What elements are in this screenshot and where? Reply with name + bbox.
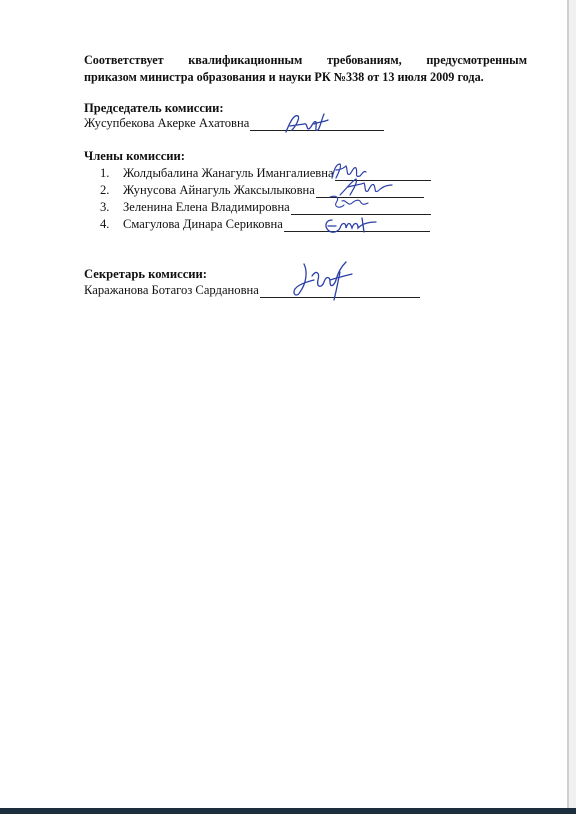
chair-row xyxy=(84,116,384,131)
member-number: 4. xyxy=(100,217,110,231)
qualification-statement xyxy=(84,52,527,86)
window-bottom-bar xyxy=(0,808,576,814)
chair-heading: Председатель комиссии: xyxy=(84,101,224,115)
member-name: Зеленина Елена Владимировна xyxy=(123,200,290,214)
member-name: Смагулова Динара Сериковна xyxy=(123,217,283,231)
member-number: 3. xyxy=(100,200,110,214)
chair-name: Жусупбекова Акерке Ахатовна xyxy=(84,116,250,130)
member-name: Жолдыбалина Жанагуль Имангалиевна xyxy=(123,166,334,180)
statement-line-1: Соответствует квалификационным требованиям, предусмотренным xyxy=(84,53,527,67)
member-number: 1. xyxy=(100,166,110,180)
secretary-signature xyxy=(290,258,354,302)
member-number: 2. xyxy=(100,183,110,197)
member-signature xyxy=(326,193,370,213)
secretary-name: Каражанова Ботагоз Сардановна xyxy=(84,283,259,297)
member-row xyxy=(100,217,430,232)
secretary-heading: Секретарь комиссии: xyxy=(84,267,208,281)
members-heading: Члены комиссии: xyxy=(84,149,186,163)
statement-line-2: приказом министра образования и науки РК №338 от 13 июля 2009 года. xyxy=(84,70,484,84)
member-signature xyxy=(322,214,378,238)
member-row xyxy=(100,200,431,215)
secretary-row xyxy=(84,283,420,298)
chair-signature xyxy=(284,110,330,136)
member-name: Жунусова Айнагуль Жаксылыковна xyxy=(123,183,315,197)
